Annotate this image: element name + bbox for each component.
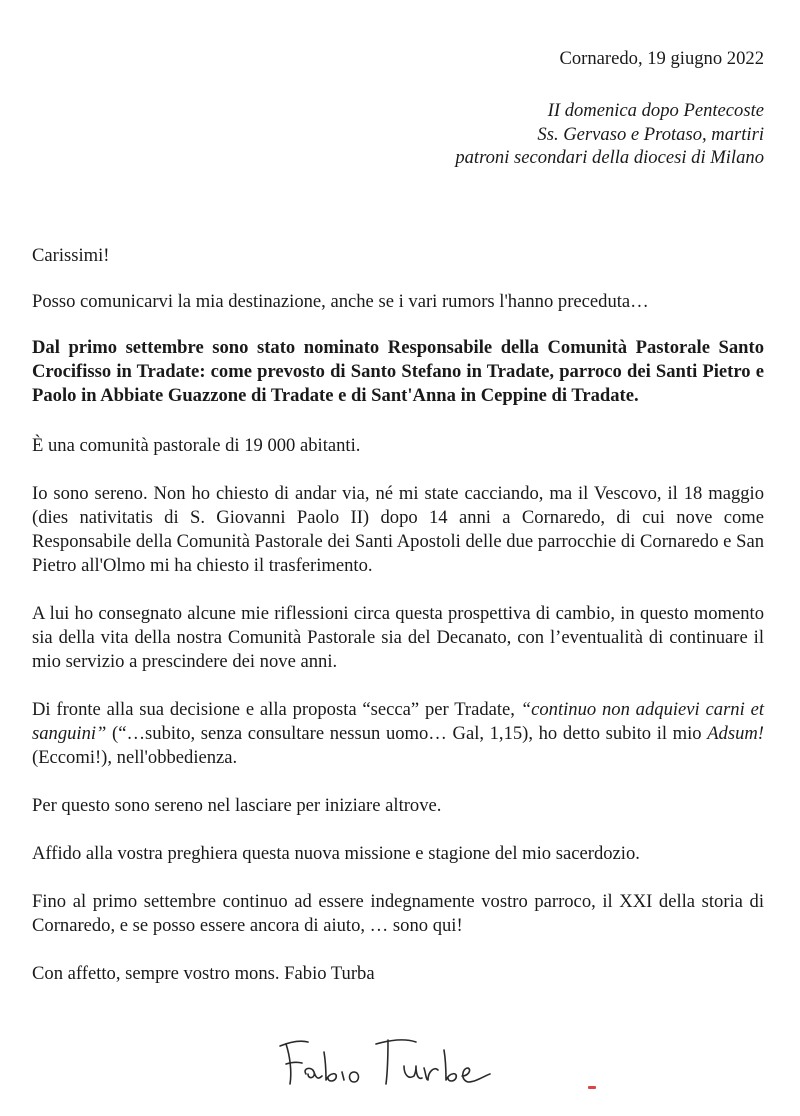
letter-body [32, 244, 764, 986]
decision-text: (“…subito, senza consultare nessun uomo… Gal, 1,15), ho detto subito il mio [106, 723, 708, 744]
intro-paragraph: Posso comunicarvi la mia destinazione, anche se i vari rumors l'hanno preceduta… [32, 291, 649, 312]
entrust-paragraph: Affido alla vostra preghiera questa nuova missione e stagione del mio sacerdozio. [32, 843, 640, 864]
until-paragraph: Fino al primo settembre continuo ad essere indegnamente vostro parroco, il XXI della storia di Cornaredo, e se posso essere ancora di aiuto, … sono qui! [32, 891, 764, 936]
letter-header [264, 47, 764, 170]
leaving-paragraph: Per questo sono sereno nel lasciare per iniziare altrove. [32, 795, 442, 816]
latin-quote: “continuo non adquievi carni et sanguini” [32, 699, 764, 744]
liturgical-occasion [264, 99, 764, 170]
announcement-paragraph: Dal primo settembre sono stato nominato Responsabile della Comunità Pastorale Santo Crocifisso in Tradate: come prevosto di Santo Stefano in Tradate, parroco dei Santi Pietro e Paolo in Abbiate Guazzone di Tradate e di Sant'Anna in Ceppine di Tradate. [32, 337, 764, 406]
handwritten-signature [272, 1022, 532, 1092]
decision-text: Di fronte alla sua decisione e alla proposta “secca” per Tradate, [32, 699, 521, 720]
closing-line: Con affetto, sempre vostro mons. Fabio Turba [32, 963, 375, 984]
occasion-line: patroni secondari della diocesi di Milano [455, 147, 764, 168]
red-pen-mark [588, 1086, 596, 1089]
occasion-line: Ss. Gervaso e Protaso, martiri [537, 123, 764, 145]
serene-paragraph: Io sono sereno. Non ho chiesto di andar via, né mi state cacciando, ma il Vescovo, il 18 maggio (dies nativitatis di S. Giovanni Paolo II) dopo 14 anni a Cornaredo, di cui nove come Responsabile della Comunità Pastorale dei Santi Apostoli delle due parrocchie di Cornaredo e San Pietro all'Olmo mi ha chiesto il trasferimento. [32, 483, 764, 576]
community-paragraph: È una comunità pastorale di 19 000 abitanti. [32, 435, 361, 456]
decision-paragraph [32, 698, 764, 770]
reflections-paragraph: A lui ho consegnato alcune mie riflessioni circa questa prospettiva di cambio, in questo momento sia della vita della nostra Comunità Pastorale sia del Decanato, con l’eventualità di continuare il mio servizio a prescindere dei nove anni. [32, 603, 764, 672]
occasion-line: II domenica dopo Pentecoste [547, 100, 764, 121]
letter-date: Cornaredo, 19 giugno 2022 [559, 48, 764, 69]
greeting: Carissimi! [32, 245, 110, 266]
decision-text: (Eccomi!), nell'obbedienza. [32, 747, 238, 768]
adsum-word: Adsum! [707, 723, 764, 744]
